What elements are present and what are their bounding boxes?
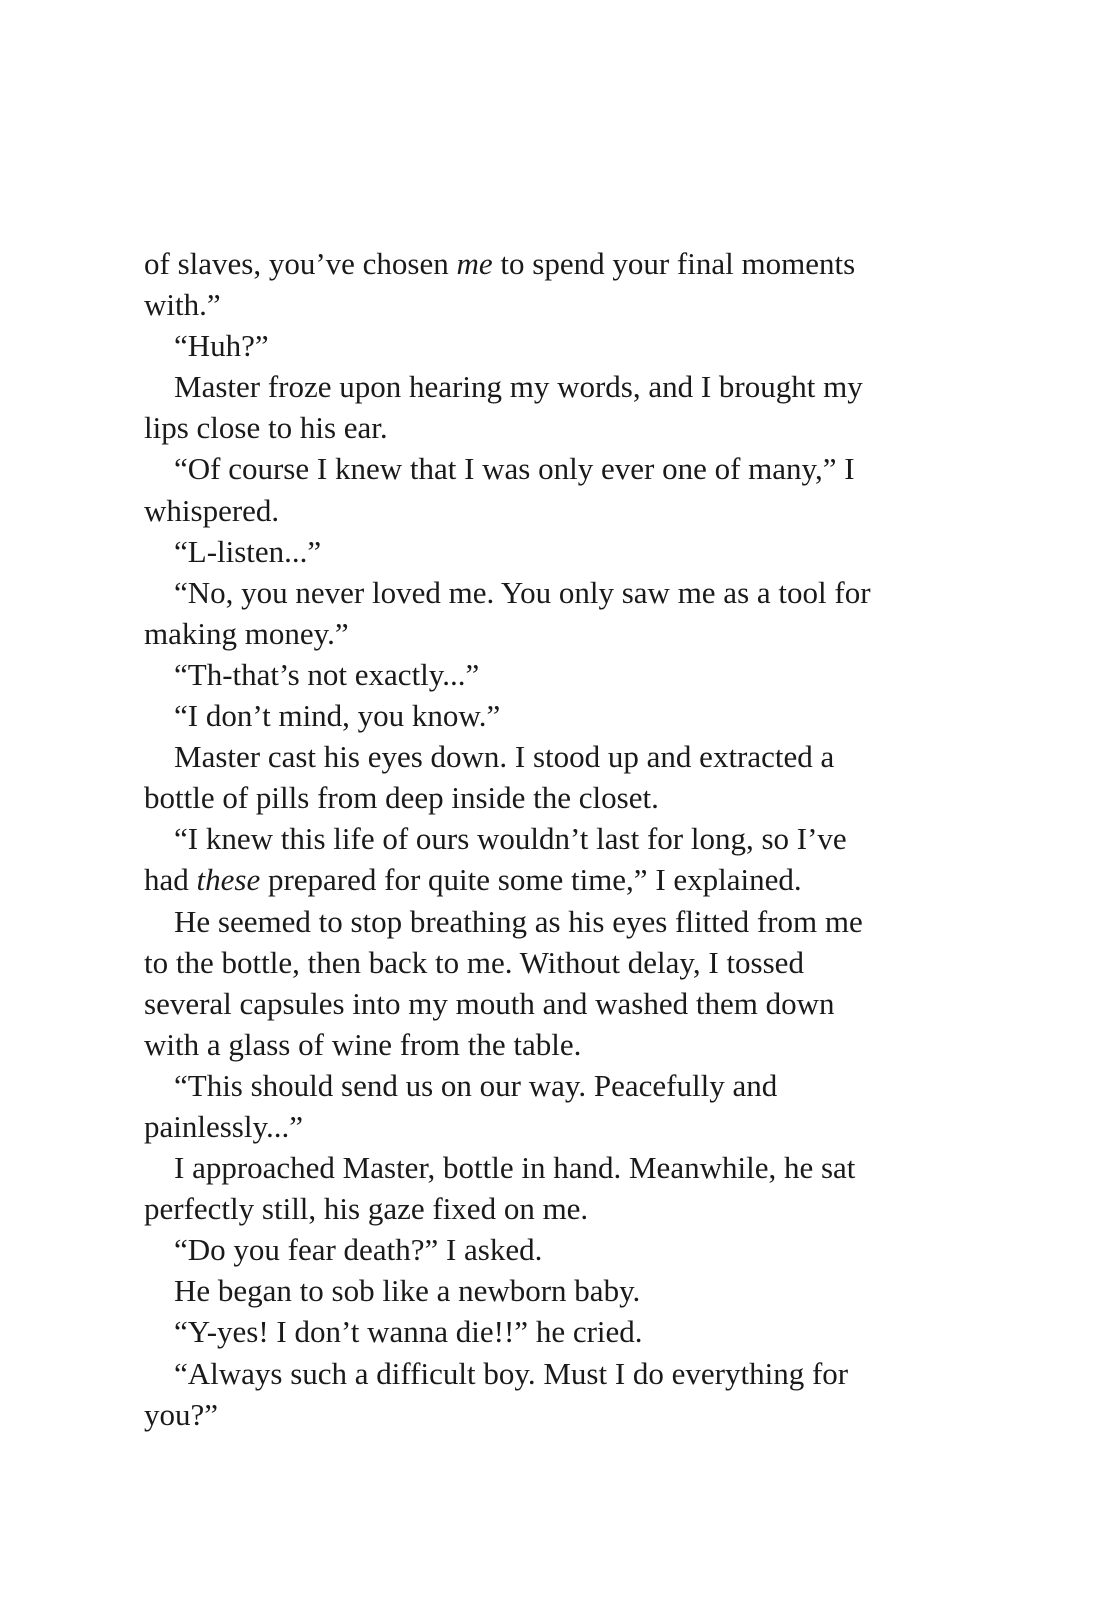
text-line	[144, 448, 944, 489]
text-run: He seemed to stop breathing as his eyes flitted from me	[174, 903, 863, 939]
text-run: of slaves, you’ve chosen	[144, 246, 457, 281]
text-line	[144, 284, 944, 325]
text-line	[144, 1353, 944, 1394]
text-line	[144, 325, 944, 366]
text-run: prepared for quite some time,” I explained.	[260, 862, 802, 898]
paragraph	[144, 1353, 944, 1435]
paragraph	[144, 448, 944, 530]
text-run: “Y-yes! I don’t wanna die!!” he cried.	[174, 1314, 643, 1350]
text-line	[144, 818, 944, 859]
text-run: had	[144, 862, 197, 898]
paragraph	[144, 1311, 944, 1352]
text-line	[144, 1147, 944, 1188]
paragraph	[144, 818, 944, 900]
text-run: painlessly...”	[144, 1108, 303, 1144]
text-run: “Do you fear death?” I asked.	[174, 1232, 543, 1268]
paragraph	[144, 572, 944, 654]
paragraph	[144, 1229, 944, 1270]
text-run: “I knew this life of ours wouldn’t last for long, so I’ve	[174, 821, 847, 857]
text-line	[144, 942, 944, 983]
text-line	[144, 695, 944, 736]
text-line	[144, 1394, 944, 1435]
text-line	[144, 531, 944, 572]
text-run: “Of course I knew that I was only ever one of many,” I	[174, 451, 855, 487]
text-run: He began to sob like a newborn baby.	[174, 1273, 641, 1309]
text-line	[144, 654, 944, 695]
body-text	[144, 243, 944, 1435]
text-run: several capsules into my mouth and washed them down	[144, 985, 835, 1021]
text-run: “No, you never loved me. You only saw me as a tool for	[174, 574, 871, 610]
text-line	[144, 1270, 944, 1311]
text-run: “Th-that’s not exactly...”	[174, 656, 480, 692]
paragraph	[144, 654, 944, 695]
text-line	[144, 1106, 944, 1147]
text-run: with.”	[144, 287, 221, 323]
text-line	[144, 777, 944, 818]
text-line	[144, 1229, 944, 1270]
text-line	[144, 1065, 944, 1106]
paragraph	[144, 901, 944, 1065]
paragraph	[144, 1270, 944, 1311]
text-run: “This should send us on our way. Peacefully and	[174, 1067, 778, 1103]
text-run: bottle of pills from deep inside the closet.	[144, 780, 659, 816]
text-run: you?”	[144, 1396, 219, 1432]
text-line	[144, 901, 944, 942]
italic-text: me	[456, 246, 493, 281]
italic-text: these	[196, 862, 261, 898]
paragraph	[144, 243, 944, 325]
paragraph	[144, 531, 944, 572]
text-line	[144, 859, 944, 900]
text-run: lips close to his ear.	[144, 410, 388, 446]
text-run: I approached Master, bottle in hand. Meanwhile, he sat	[174, 1150, 856, 1186]
text-run: Master froze upon hearing my words, and I brought my	[174, 369, 863, 405]
paragraph	[144, 695, 944, 736]
text-run: with a glass of wine from the table.	[144, 1026, 582, 1062]
text-line	[144, 736, 944, 777]
text-run: making money.”	[144, 615, 349, 651]
text-run: whispered.	[144, 492, 280, 528]
text-run: “Always such a difficult boy. Must I do everything for	[174, 1355, 849, 1391]
paragraph	[144, 736, 944, 818]
paragraph	[144, 325, 944, 366]
text-line	[144, 1024, 944, 1065]
text-line	[144, 1188, 944, 1229]
text-run: perfectly still, his gaze fixed on me.	[144, 1191, 589, 1227]
text-run: to the bottle, then back to me. Without delay, I tossed	[144, 944, 804, 980]
text-line	[144, 490, 944, 531]
text-line	[144, 572, 944, 613]
paragraph	[144, 366, 944, 448]
text-run: “Huh?”	[174, 328, 269, 364]
text-line	[144, 366, 944, 407]
paragraph	[144, 1065, 944, 1147]
text-line	[144, 613, 944, 654]
text-line	[144, 1311, 944, 1352]
text-line	[144, 407, 944, 448]
text-line	[144, 243, 944, 284]
text-run: “L-listen...”	[174, 533, 322, 569]
text-run: “I don’t mind, you know.”	[174, 698, 501, 734]
text-run: to spend your final moments	[492, 246, 856, 281]
text-line	[144, 983, 944, 1024]
text-run: Master cast his eyes down. I stood up and extracted a	[174, 739, 835, 775]
paragraph	[144, 1147, 944, 1229]
